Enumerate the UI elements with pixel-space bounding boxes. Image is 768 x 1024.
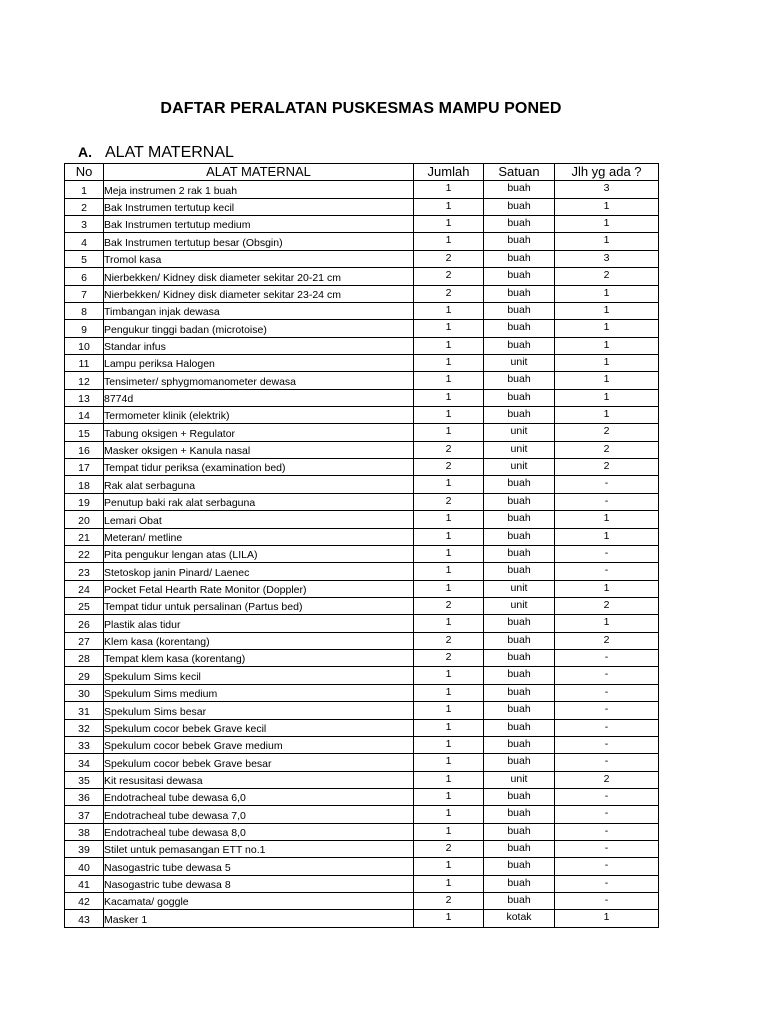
cell-item-name: Endotracheal tube dewasa 7,0 xyxy=(104,806,414,823)
cell-available: - xyxy=(555,858,659,875)
cell-unit: buah xyxy=(484,250,555,267)
cell-item-name: Pita pengukur lengan atas (LILA) xyxy=(104,545,414,562)
cell-unit: buah xyxy=(484,736,555,753)
cell-quantity: 1 xyxy=(414,719,484,736)
cell-no: 11 xyxy=(65,354,104,371)
cell-available: 1 xyxy=(555,580,659,597)
cell-quantity: 1 xyxy=(414,233,484,250)
cell-no: 35 xyxy=(65,771,104,788)
cell-available: - xyxy=(555,650,659,667)
cell-quantity: 2 xyxy=(414,841,484,858)
cell-no: 18 xyxy=(65,476,104,493)
table-row xyxy=(65,424,659,441)
table-row xyxy=(65,650,659,667)
cell-available: 2 xyxy=(555,424,659,441)
cell-item-name: Plastik alas tidur xyxy=(104,615,414,632)
cell-no: 20 xyxy=(65,511,104,528)
cell-unit: buah xyxy=(484,407,555,424)
cell-quantity: 1 xyxy=(414,528,484,545)
cell-item-name: Rak alat serbaguna xyxy=(104,476,414,493)
cell-no: 25 xyxy=(65,597,104,614)
cell-item-name: Spekulum cocor bebek Grave kecil xyxy=(104,719,414,736)
cell-item-name: Lemari Obat xyxy=(104,511,414,528)
cell-no: 3 xyxy=(65,216,104,233)
cell-no: 13 xyxy=(65,389,104,406)
cell-available: - xyxy=(555,875,659,892)
table-row xyxy=(65,372,659,389)
table-row xyxy=(65,302,659,319)
cell-quantity: 1 xyxy=(414,181,484,198)
cell-no: 2 xyxy=(65,198,104,215)
section-title: ALAT MATERNAL xyxy=(105,144,234,161)
cell-available: 1 xyxy=(555,302,659,319)
cell-unit: buah xyxy=(484,702,555,719)
cell-item-name: Masker oksigen + Kanula nasal xyxy=(104,441,414,458)
cell-item-name: Spekulum Sims medium xyxy=(104,684,414,701)
cell-quantity: 1 xyxy=(414,788,484,805)
cell-unit: buah xyxy=(484,528,555,545)
table-row xyxy=(65,632,659,649)
table-row xyxy=(65,702,659,719)
table-row xyxy=(65,476,659,493)
cell-available: 1 xyxy=(555,354,659,371)
cell-quantity: 2 xyxy=(414,597,484,614)
cell-no: 6 xyxy=(65,268,104,285)
table-row xyxy=(65,841,659,858)
cell-no: 31 xyxy=(65,702,104,719)
cell-unit: unit xyxy=(484,597,555,614)
cell-unit: buah xyxy=(484,667,555,684)
cell-unit: buah xyxy=(484,198,555,215)
header-quantity: Jumlah xyxy=(414,164,484,181)
cell-quantity: 1 xyxy=(414,858,484,875)
cell-available: - xyxy=(555,841,659,858)
cell-no: 26 xyxy=(65,615,104,632)
cell-no: 5 xyxy=(65,250,104,267)
cell-item-name: Nierbekken/ Kidney disk diameter sekitar 23-24 cm xyxy=(104,285,414,302)
cell-item-name: Pengukur tinggi badan (microtoise) xyxy=(104,320,414,337)
cell-no: 16 xyxy=(65,441,104,458)
cell-unit: buah xyxy=(484,650,555,667)
cell-quantity: 1 xyxy=(414,823,484,840)
table-body xyxy=(65,181,659,927)
table-row xyxy=(65,806,659,823)
cell-no: 29 xyxy=(65,667,104,684)
cell-item-name: Kacamata/ goggle xyxy=(104,893,414,910)
cell-item-name: Tromol kasa xyxy=(104,250,414,267)
cell-quantity: 1 xyxy=(414,511,484,528)
cell-unit: buah xyxy=(484,216,555,233)
cell-quantity: 1 xyxy=(414,476,484,493)
cell-no: 23 xyxy=(65,563,104,580)
cell-quantity: 1 xyxy=(414,424,484,441)
cell-no: 43 xyxy=(65,910,104,927)
cell-quantity: 1 xyxy=(414,580,484,597)
cell-available: 2 xyxy=(555,597,659,614)
table-row xyxy=(65,597,659,614)
cell-no: 4 xyxy=(65,233,104,250)
cell-available: - xyxy=(555,736,659,753)
equipment-table xyxy=(64,163,659,928)
table-row xyxy=(65,893,659,910)
cell-no: 8 xyxy=(65,302,104,319)
cell-unit: buah xyxy=(484,285,555,302)
table-header-row xyxy=(65,164,659,181)
cell-item-name: Nierbekken/ Kidney disk diameter sekitar 20-21 cm xyxy=(104,268,414,285)
cell-available: 3 xyxy=(555,181,659,198)
cell-no: 42 xyxy=(65,893,104,910)
document-title: DAFTAR PERALATAN PUSKESMAS MAMPU PONED xyxy=(160,100,562,117)
cell-unit: buah xyxy=(484,858,555,875)
cell-no: 7 xyxy=(65,285,104,302)
cell-available: - xyxy=(555,893,659,910)
cell-no: 32 xyxy=(65,719,104,736)
cell-available: 1 xyxy=(555,372,659,389)
section-heading xyxy=(78,144,234,164)
cell-quantity: 2 xyxy=(414,268,484,285)
cell-available: 2 xyxy=(555,459,659,476)
cell-available: 2 xyxy=(555,632,659,649)
cell-item-name: Kit resusitasi dewasa xyxy=(104,771,414,788)
cell-item-name: Tempat klem kasa (korentang) xyxy=(104,650,414,667)
cell-no: 40 xyxy=(65,858,104,875)
cell-no: 27 xyxy=(65,632,104,649)
header-available: Jlh yg ada ? xyxy=(555,164,659,181)
cell-unit: unit xyxy=(484,424,555,441)
table-row xyxy=(65,563,659,580)
cell-unit: unit xyxy=(484,354,555,371)
cell-available: - xyxy=(555,684,659,701)
cell-unit: buah xyxy=(484,875,555,892)
cell-unit: buah xyxy=(484,632,555,649)
cell-item-name: Nasogastric tube dewasa 8 xyxy=(104,875,414,892)
cell-unit: buah xyxy=(484,372,555,389)
table-row xyxy=(65,823,659,840)
cell-unit: buah xyxy=(484,823,555,840)
cell-item-name: Stilet untuk pemasangan ETT no.1 xyxy=(104,841,414,858)
cell-quantity: 1 xyxy=(414,702,484,719)
cell-item-name: Meteran/ metline xyxy=(104,528,414,545)
table-row xyxy=(65,719,659,736)
cell-item-name: Bak Instrumen tertutup kecil xyxy=(104,198,414,215)
cell-unit: buah xyxy=(484,754,555,771)
cell-no: 28 xyxy=(65,650,104,667)
table-row xyxy=(65,337,659,354)
cell-no: 1 xyxy=(65,181,104,198)
cell-item-name: Penutup baki rak alat serbaguna xyxy=(104,493,414,510)
cell-no: 14 xyxy=(65,407,104,424)
cell-item-name: Meja instrumen 2 rak 1 buah xyxy=(104,181,414,198)
cell-available: - xyxy=(555,806,659,823)
cell-unit: buah xyxy=(484,893,555,910)
cell-unit: buah xyxy=(484,181,555,198)
header-unit: Satuan xyxy=(484,164,555,181)
cell-quantity: 1 xyxy=(414,320,484,337)
cell-available: 1 xyxy=(555,511,659,528)
cell-no: 24 xyxy=(65,580,104,597)
cell-no: 30 xyxy=(65,684,104,701)
table-row xyxy=(65,250,659,267)
cell-quantity: 2 xyxy=(414,441,484,458)
cell-quantity: 2 xyxy=(414,250,484,267)
table-row xyxy=(65,875,659,892)
table-row xyxy=(65,320,659,337)
cell-unit: unit xyxy=(484,441,555,458)
cell-available: 1 xyxy=(555,389,659,406)
cell-quantity: 2 xyxy=(414,493,484,510)
cell-item-name: Bak Instrumen tertutup medium xyxy=(104,216,414,233)
header-item-name: ALAT MATERNAL xyxy=(104,164,414,181)
cell-item-name: Spekulum cocor bebek Grave medium xyxy=(104,736,414,753)
cell-item-name: Lampu periksa Halogen xyxy=(104,354,414,371)
cell-item-name: Tabung oksigen + Regulator xyxy=(104,424,414,441)
cell-item-name: Timbangan injak dewasa xyxy=(104,302,414,319)
cell-quantity: 1 xyxy=(414,372,484,389)
table-row xyxy=(65,268,659,285)
cell-item-name: Spekulum Sims besar xyxy=(104,702,414,719)
table-row xyxy=(65,511,659,528)
cell-quantity: 1 xyxy=(414,684,484,701)
cell-unit: buah xyxy=(484,684,555,701)
cell-no: 41 xyxy=(65,875,104,892)
cell-quantity: 1 xyxy=(414,563,484,580)
cell-available: 1 xyxy=(555,285,659,302)
cell-available: 1 xyxy=(555,233,659,250)
cell-no: 37 xyxy=(65,806,104,823)
cell-available: - xyxy=(555,476,659,493)
cell-unit: buah xyxy=(484,320,555,337)
cell-unit: buah xyxy=(484,806,555,823)
cell-item-name: Masker 1 xyxy=(104,910,414,927)
cell-item-name: Spekulum cocor bebek Grave besar xyxy=(104,754,414,771)
cell-item-name: Stetoskop janin Pinard/ Laenec xyxy=(104,563,414,580)
cell-item-name: Tempat tidur periksa (examination bed) xyxy=(104,459,414,476)
table-row xyxy=(65,545,659,562)
cell-unit: unit xyxy=(484,459,555,476)
table-row xyxy=(65,754,659,771)
cell-unit: buah xyxy=(484,719,555,736)
table-row xyxy=(65,736,659,753)
cell-no: 36 xyxy=(65,788,104,805)
cell-item-name: Nasogastric tube dewasa 5 xyxy=(104,858,414,875)
cell-unit: buah xyxy=(484,476,555,493)
table-row xyxy=(65,198,659,215)
cell-available: 2 xyxy=(555,441,659,458)
cell-no: 34 xyxy=(65,754,104,771)
cell-unit: buah xyxy=(484,563,555,580)
cell-available: - xyxy=(555,667,659,684)
cell-unit: kotak xyxy=(484,910,555,927)
table-row xyxy=(65,528,659,545)
cell-unit: buah xyxy=(484,302,555,319)
cell-item-name: 8774d xyxy=(104,389,414,406)
cell-unit: buah xyxy=(484,233,555,250)
cell-quantity: 1 xyxy=(414,736,484,753)
cell-quantity: 1 xyxy=(414,875,484,892)
cell-quantity: 2 xyxy=(414,893,484,910)
cell-quantity: 1 xyxy=(414,337,484,354)
cell-no: 33 xyxy=(65,736,104,753)
cell-available: - xyxy=(555,788,659,805)
cell-available: 3 xyxy=(555,250,659,267)
table-row xyxy=(65,684,659,701)
table-row xyxy=(65,407,659,424)
cell-available: 1 xyxy=(555,337,659,354)
cell-unit: unit xyxy=(484,580,555,597)
cell-quantity: 1 xyxy=(414,754,484,771)
cell-quantity: 1 xyxy=(414,910,484,927)
cell-available: 2 xyxy=(555,771,659,788)
cell-unit: buah xyxy=(484,545,555,562)
cell-item-name: Tensimeter/ sphygmomanometer dewasa xyxy=(104,372,414,389)
cell-unit: buah xyxy=(484,493,555,510)
cell-quantity: 2 xyxy=(414,459,484,476)
cell-unit: buah xyxy=(484,337,555,354)
cell-no: 22 xyxy=(65,545,104,562)
cell-available: - xyxy=(555,754,659,771)
cell-no: 9 xyxy=(65,320,104,337)
table-row xyxy=(65,858,659,875)
cell-quantity: 1 xyxy=(414,771,484,788)
cell-available: 1 xyxy=(555,407,659,424)
cell-item-name: Tempat tidur untuk persalinan (Partus bed) xyxy=(104,597,414,614)
table-row xyxy=(65,389,659,406)
cell-available: - xyxy=(555,563,659,580)
section-letter: A. xyxy=(78,144,92,160)
cell-quantity: 1 xyxy=(414,198,484,215)
cell-available: 1 xyxy=(555,216,659,233)
table-row xyxy=(65,233,659,250)
cell-available: - xyxy=(555,823,659,840)
cell-quantity: 1 xyxy=(414,407,484,424)
cell-quantity: 1 xyxy=(414,806,484,823)
cell-available: 2 xyxy=(555,268,659,285)
table-row xyxy=(65,910,659,927)
cell-quantity: 1 xyxy=(414,216,484,233)
header-no: No xyxy=(65,164,104,181)
cell-unit: unit xyxy=(484,771,555,788)
cell-available: - xyxy=(555,702,659,719)
cell-no: 15 xyxy=(65,424,104,441)
cell-no: 12 xyxy=(65,372,104,389)
table-row xyxy=(65,788,659,805)
cell-no: 21 xyxy=(65,528,104,545)
table-row xyxy=(65,354,659,371)
table-row xyxy=(65,459,659,476)
cell-quantity: 2 xyxy=(414,632,484,649)
cell-item-name: Endotracheal tube dewasa 6,0 xyxy=(104,788,414,805)
cell-available: - xyxy=(555,545,659,562)
cell-quantity: 2 xyxy=(414,285,484,302)
cell-quantity: 1 xyxy=(414,667,484,684)
table-row xyxy=(65,615,659,632)
cell-unit: buah xyxy=(484,788,555,805)
cell-quantity: 1 xyxy=(414,615,484,632)
cell-available: - xyxy=(555,719,659,736)
table-row xyxy=(65,667,659,684)
table-row xyxy=(65,493,659,510)
cell-quantity: 1 xyxy=(414,354,484,371)
cell-item-name: Spekulum Sims kecil xyxy=(104,667,414,684)
cell-item-name: Standar infus xyxy=(104,337,414,354)
cell-no: 39 xyxy=(65,841,104,858)
cell-available: 1 xyxy=(555,320,659,337)
cell-quantity: 1 xyxy=(414,389,484,406)
table-row xyxy=(65,771,659,788)
cell-available: 1 xyxy=(555,615,659,632)
cell-no: 38 xyxy=(65,823,104,840)
table-row xyxy=(65,441,659,458)
cell-unit: buah xyxy=(484,268,555,285)
cell-available: 1 xyxy=(555,528,659,545)
cell-available: 1 xyxy=(555,910,659,927)
cell-unit: buah xyxy=(484,615,555,632)
cell-unit: buah xyxy=(484,841,555,858)
cell-quantity: 1 xyxy=(414,302,484,319)
cell-item-name: Klem kasa (korentang) xyxy=(104,632,414,649)
cell-available: 1 xyxy=(555,198,659,215)
table-row xyxy=(65,181,659,198)
cell-no: 19 xyxy=(65,493,104,510)
cell-no: 17 xyxy=(65,459,104,476)
table-row xyxy=(65,580,659,597)
cell-item-name: Pocket Fetal Hearth Rate Monitor (Doppler) xyxy=(104,580,414,597)
table-row xyxy=(65,285,659,302)
cell-quantity: 2 xyxy=(414,650,484,667)
cell-item-name: Termometer klinik (elektrik) xyxy=(104,407,414,424)
cell-no: 10 xyxy=(65,337,104,354)
cell-item-name: Bak Instrumen tertutup besar (Obsgin) xyxy=(104,233,414,250)
table-row xyxy=(65,216,659,233)
cell-unit: buah xyxy=(484,511,555,528)
cell-quantity: 1 xyxy=(414,545,484,562)
cell-item-name: Endotracheal tube dewasa 8,0 xyxy=(104,823,414,840)
cell-unit: buah xyxy=(484,389,555,406)
cell-available: - xyxy=(555,493,659,510)
